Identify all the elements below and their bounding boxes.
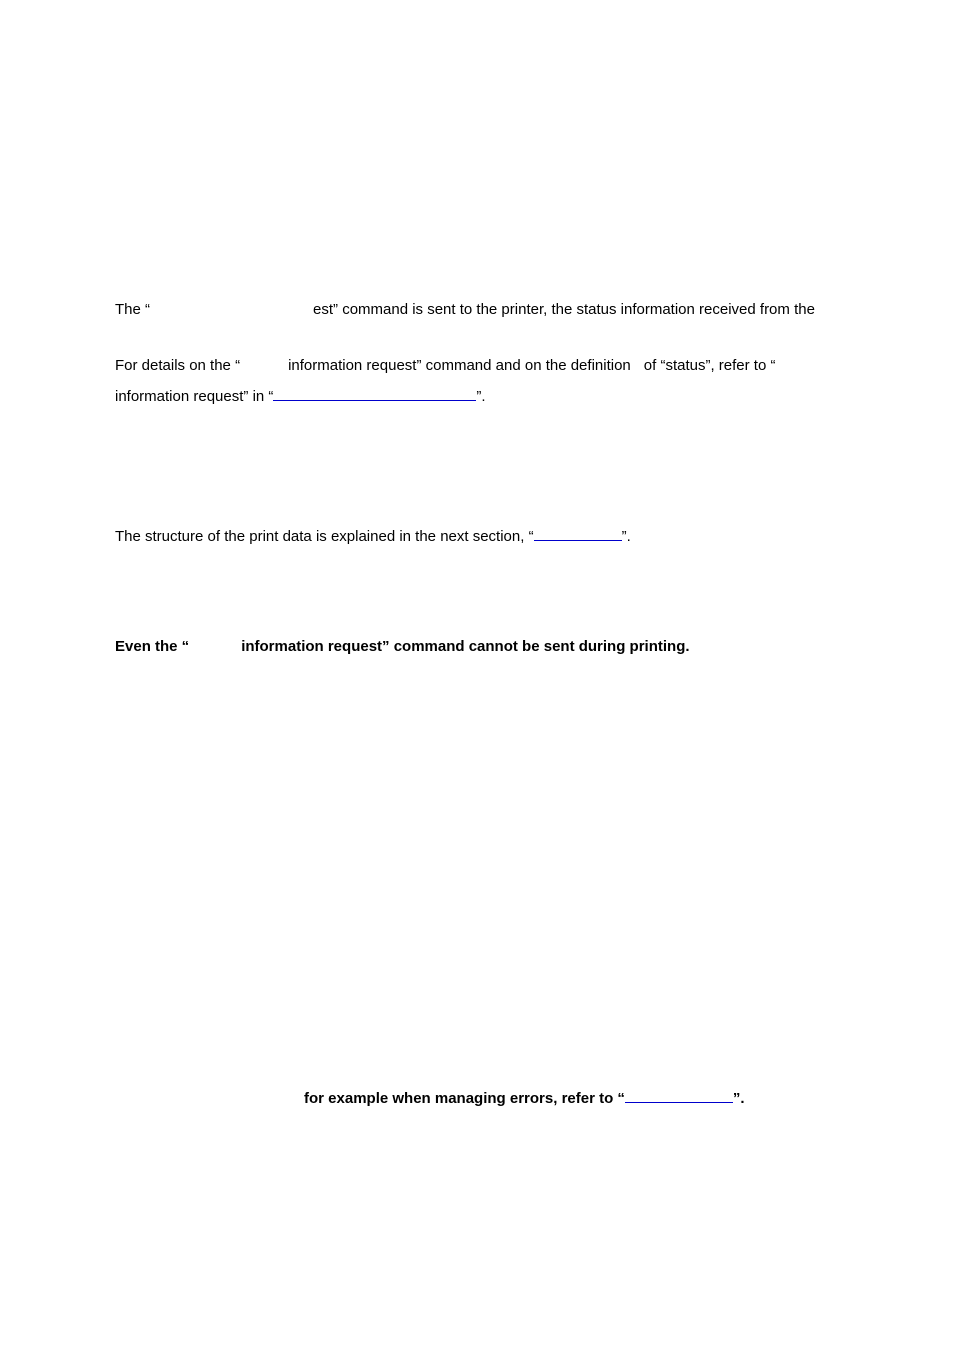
reference-link[interactable] [273,385,476,401]
status-paragraph-line [115,301,815,319]
details-line2-end: ”. [476,388,486,405]
errors-reference-link[interactable] [625,1087,733,1103]
details-paragraph-line-2 [115,385,486,406]
structure-text-start: The structure of the print data is explained in the next section, “ [115,528,534,545]
details-line2-start: information request” in “ [115,388,274,405]
next-section-link[interactable] [534,525,622,541]
printing-note-end: information request” command cannot be sent during printing. [241,638,690,655]
status-text-start: The “ [115,301,151,318]
printing-note [115,638,690,656]
structure-text-end: ”. [621,528,631,545]
errors-note [304,1087,745,1108]
status-text-end: est” command is sent to the printer, the status information received from the [313,301,815,318]
errors-note-start: for example when managing errors, refer to “ [304,1090,625,1107]
details-text-end: of “status”, refer to “ [643,357,776,374]
details-paragraph-line-1 [115,357,775,375]
errors-note-end: ”. [732,1090,745,1107]
details-text-start: For details on the “ [115,357,241,374]
printing-note-start: Even the “ [115,638,190,655]
details-text-mid: information request” command and on the definition [288,357,631,374]
structure-paragraph [115,525,631,546]
